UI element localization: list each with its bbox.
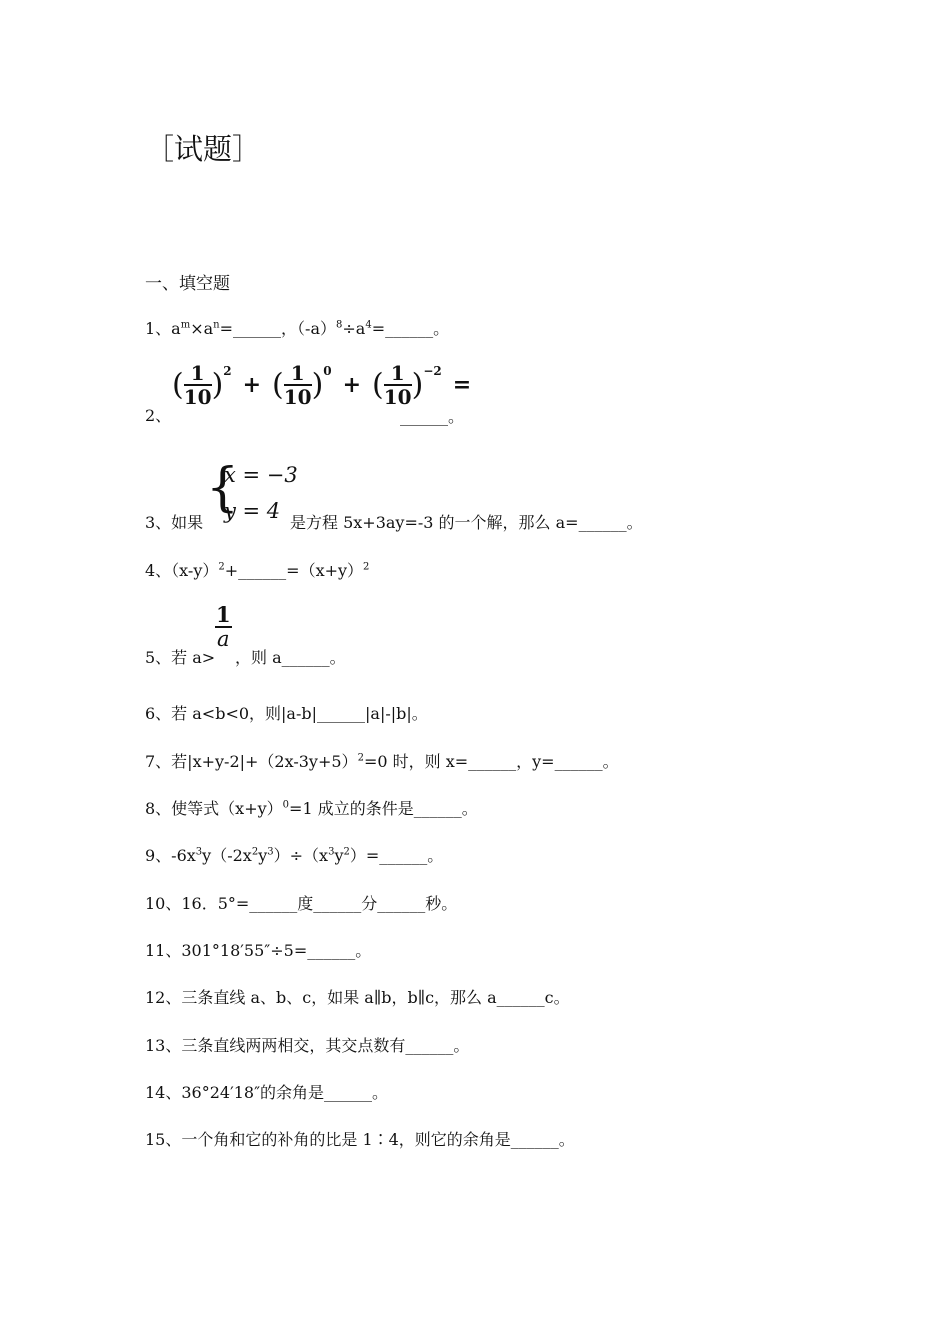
question-7: 7、若$|x+y-2|+(2x-3y+5)^2=0$ 时，则 x=______，y=______。 [145,752,619,771]
question-8: 8、使等式$(x+y)^0=1$ 成立的条件是______。 [145,799,478,818]
question-10: 10、16．5°=______度______分______秒。 [145,894,458,913]
question-2-formula: ( $\frac{1}{10}$ )$^2$ + ( $\frac{1}{10}$ )$^0$ + ( $\frac{1}{10}$ )$^{-2}$ = [172,361,472,409]
system-brace: { [206,458,240,518]
section-heading: 一、填空题 [145,274,230,294]
equation-line-1: x = −3 [224,463,298,487]
question-12: 12、三条直线 a、b、c，如果 a∥b，b∥c，那么 a______c。 [145,988,570,1007]
question-3-prefix: 3、如果 [145,513,204,532]
question-6: 6、若 a<b<0，则|a-b|______|a|-|b|。 [145,704,428,723]
question-13: 13、三条直线两两相交，其交点数有______。 [145,1036,470,1055]
question-2-number: 2、 [145,406,172,425]
question-2-blank: ______。 [400,407,465,426]
question-14: 14、36°24′18″的余角是______。 [145,1083,389,1102]
question-15: 15、一个角和它的补角的比是 1∶4，则它的余角是______。 [145,1130,575,1149]
equation-line-2: y = 4 [224,499,281,523]
page-title: ［试题］ [145,132,262,166]
question-11: 11、301°18′55″÷5=______。 [145,941,372,960]
question-5-text: ，则 a______。 [235,648,346,667]
question-5-prefix: 5、若 a> [145,648,216,667]
question-1: 1、$a^m\times a^n=\_\_\_\_\_\_$，$(-a)^8\div a^4=\_\_\_\_\_\_$。 [145,319,450,338]
question-3-text: 是方程 5x+3ay=-3 的一个解，那么 a=______。 [290,513,643,532]
question-4: 4、$(x-y)^2+\_\_\_\_\_\_=(x+y)^2$ [145,561,370,580]
reciprocal-fraction: $\frac{1}{a}$ [216,602,231,651]
question-9: 9、$-6x^3y(-2x^2y^3)\div(x^3y^2)=\_\_\_\_\_\_$。 [145,846,444,865]
